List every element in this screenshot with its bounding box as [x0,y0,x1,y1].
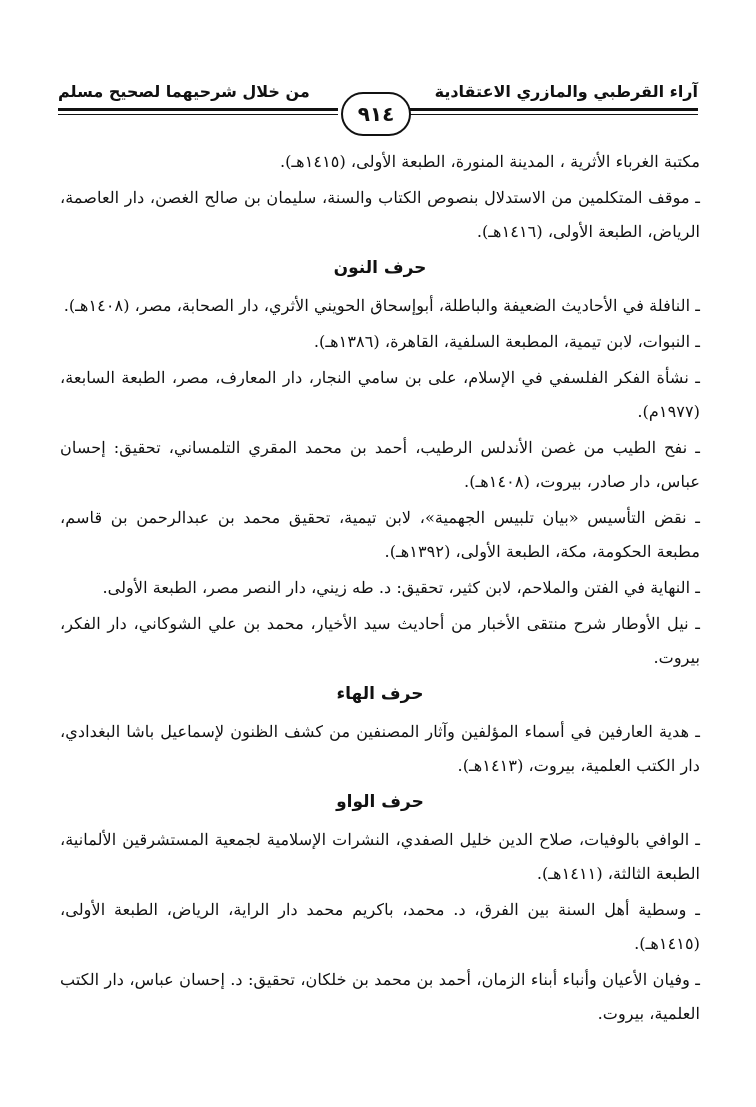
bibliography-entry: ـ نيل الأوطار شرح منتقى الأخبار من أحاديث سيد الأخيار، محمد بن علي الشوكاني، دار الفكر، بيروت. [60,614,700,667]
header-rule-left [58,108,338,111]
section-heading-noon: حرف النون [333,258,427,278]
bibliography-entry: ـ الوافي بالوفيات، صلاح الدين خليل الصفدي، النشرات الإسلامية لجمعية المستشرقين الألمانية، الطبعة الثالثة، (١٤١١هـ). [60,830,700,883]
bibliography-entry: ـ النهاية في الفتن والملاحم، لابن كثير، تحقيق: د. طه زيني، دار النصر مصر، الطبعة الأولى. [102,578,700,597]
bibliography-entry: ـ النافلة في الأحاديث الضعيفة والباطلة، أبوإسحاق الحويني الأثري، دار الصحابة، مصر، (١٤٠٨هـ). [63,296,700,315]
bibliography-entry: ـ النبوات، لابن تيمية، المطبعة السلفية، القاهرة، (١٣٨٦هـ). [313,332,700,351]
running-subtitle: من خلال شرحيهما لصحيح مسلم [58,82,310,101]
section-heading-waw: حرف الواو [336,792,424,812]
running-title: آراء القرطبي والمازري الاعتقادية [434,82,698,101]
bibliography-entry: ـ وفيان الأعيان وأنباء أبناء الزمان، أحمد بن محمد بن خلكان، تحقيق: د. إحسان عباس، دار الكتب العلمية، بيروت. [60,970,700,1023]
page-number: ٩١٤ [357,102,395,126]
bibliography-entry: ـ وسطية أهل السنة بين الفرق، د. محمد، باكريم محمد دار الراية، الرياض، الطبعة الأولى، (١٤١٥هـ). [60,900,700,953]
bibliography-entry: مكتبة الغرباء الأثرية ، المدينة المنورة، الطبعة الأولى، (١٤١٥هـ). [279,152,700,171]
bibliography-entry: ـ نشأة الفكر الفلسفي في الإسلام، على بن سامي النجار، دار المعارف، مصر، الطبعة السابعة، (١٩٧٧م). [60,368,700,421]
page-header [0,0,756,140]
page-number-badge [341,92,411,136]
header-rule-left-thin [58,114,338,115]
bibliography-entry: ـ نفح الطيب من غصن الأندلس الرطيب، أحمد بن محمد المقري التلمساني، تحقيق: إحسان عباس، دار صادر، بيروت، (١٤٠٨هـ). [60,438,700,491]
section-heading-haa: حرف الهاء [336,684,424,704]
header-rule-right [410,108,698,111]
bibliography-entry: ـ نقض التأسيس «بيان تلبيس الجهمية»، لابن تيمية، تحقيق محمد بن عبدالرحمن بن قاسم، مطبعة الحكومة، مكة، الطبعة الأولى، (١٣٩٢هـ). [60,508,700,561]
bibliography-entry: ـ هدية العارفين في أسماء المؤلفين وآثار المصنفين من كشف الظنون لإسماعيل باشا البغدادي، دار الكتب العلمية، بيروت، (١٤١٣هـ). [60,722,700,775]
header-rule-right-thin [410,114,698,115]
bibliography-entry: ـ موقف المتكلمين من الاستدلال بنصوص الكتاب والسنة، سليمان بن صالح الغصن، دار العاصمة، الرياض، الطبعة الأولى، (١٤١٦هـ). [60,188,700,241]
bibliography-content [60,145,700,1033]
